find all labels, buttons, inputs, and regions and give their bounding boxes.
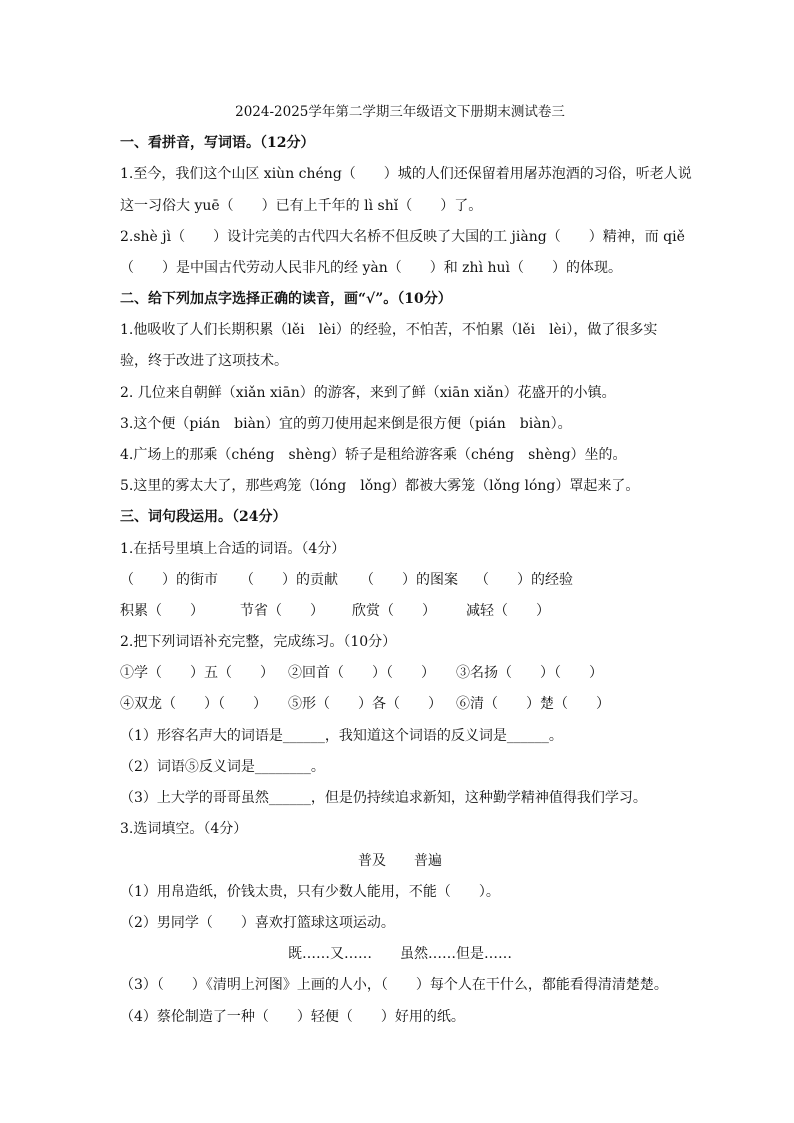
word-blank-item: （ ）的图案: [360, 572, 458, 588]
question-3-1-label: 1.在括号里填上合适的词语。（4分）: [120, 541, 346, 557]
word-blank-item: （ ）的经验: [475, 572, 573, 588]
idiom-blank-item: ①学（ ）五（ ）: [120, 665, 274, 681]
idiom-blank-item: ③名扬（ ）（ ）: [456, 665, 603, 681]
section-1-heading: 一、看拼音，写词语。（12分）: [120, 135, 315, 151]
idiom-blank-item: ⑤形（ ）各（ ）: [288, 696, 442, 712]
word-row: [120, 570, 680, 590]
question-3-3-sub: （1）用帛造纸，价钱太贵，只有少数人能用，不能（ ）。: [120, 884, 500, 900]
section-2-heading: 二、给下列加点字选择正确的读音，画“√”。（10分）: [120, 291, 452, 307]
question-3-2-sub: （3）上大学的哥哥虽然______，但是仍持续追求新知，这种勤学精神值得我们学习。: [120, 790, 647, 806]
question-3-3-label: 3.选词填空。（4分）: [120, 821, 248, 837]
section-1-line: 1.至今，我们这个山区 xiùn chéng（ ）城的人们还保留着用屠苏泡酒的习俗，听老人说: [120, 166, 692, 182]
section-1-line: 这一习俗大 yuē（ ）已有上千年的 lì shǐ（ ）了。: [120, 198, 483, 214]
page-title: 2024-2025学年第二学期三年级语文下册期末测试卷三: [235, 104, 565, 120]
word-blank-item: 欣赏（ ）: [352, 603, 436, 619]
idiom-blank-item: ④双龙（ ）（ ）: [120, 696, 267, 712]
idiom-blank-item: ②回首（ ）（ ）: [288, 665, 435, 681]
word-blank-item: （ ）的街市: [120, 572, 218, 588]
question-3-2-sub: （1）形容名声大的词语是______，我知道这个词语的反义词是______。: [120, 728, 563, 744]
section-2-line: 1.他吸收了人们长期积累（lěi lèi）的经验，不怕苦，不怕累（lěi lèi），做了很多实: [120, 322, 658, 338]
idiom-row: [120, 694, 680, 714]
word-choice-2: 既……又…… 虽然……但是……: [288, 946, 512, 962]
question-3-3-sub: （4）蔡伦制造了一种（ ）轻便（ ）好用的纸。: [120, 1009, 465, 1025]
word-blank-item: 节省（ ）: [240, 603, 324, 619]
section-1-line: （ ）是中国古代劳动人民非凡的经 yàn（ ）和 zhì huì（ ）的体现。: [120, 260, 623, 276]
question-3-2-label: 2.把下列词语补充完整，完成练习。（10分）: [120, 634, 397, 650]
section-1-line: 2.shè jì（ ）设计完美的古代四大名桥不但反映了大国的工 jiàng（ ）精神，而 qiě: [120, 229, 685, 245]
question-3-2-sub: （2）词语⑤反义词是________。: [120, 759, 325, 775]
word-blank-item: （ ）的贡献: [240, 572, 338, 588]
section-2-line: 5.这里的雾太大了，那些鸡笼（lóng lǒng）都被大雾笼（lǒng lóng）罩起来了。: [120, 478, 640, 494]
section-2-line: 验，终于改进了这项技术。: [120, 353, 288, 369]
section-3-heading: 三、词句段运用。（24分）: [120, 509, 287, 525]
word-blank-item: 积累（ ）: [120, 603, 204, 619]
section-2-line: 3.这个便（pián biàn）宜的剪刀使用起来倒是很方便（pián biàn）。: [120, 416, 572, 432]
question-3-3-sub: （3）（ ）《清明上河图》上画的人小，（ ）每个人在干什么，都能看得清清楚楚。: [120, 977, 668, 993]
word-blank-item: 减轻（ ）: [466, 603, 550, 619]
section-2-line: 4.广场上的那乘（chéng shèng）轿子是租给游客乘（chéng shèng）坐的。: [120, 447, 627, 463]
idiom-blank-item: ⑥清（ ）楚（ ）: [456, 696, 610, 712]
section-2-line: 2. 几位来自朝鲜（xiǎn xiān）的游客，来到了鲜（xiān xiǎn）花盛开的小镇。: [120, 385, 616, 401]
idiom-row: [120, 663, 680, 683]
word-row: [120, 601, 680, 621]
word-choice-1: 普及 普遍: [358, 853, 442, 869]
question-3-3-sub: （2）男同学（ ）喜欢打篮球这项运动。: [120, 915, 395, 931]
